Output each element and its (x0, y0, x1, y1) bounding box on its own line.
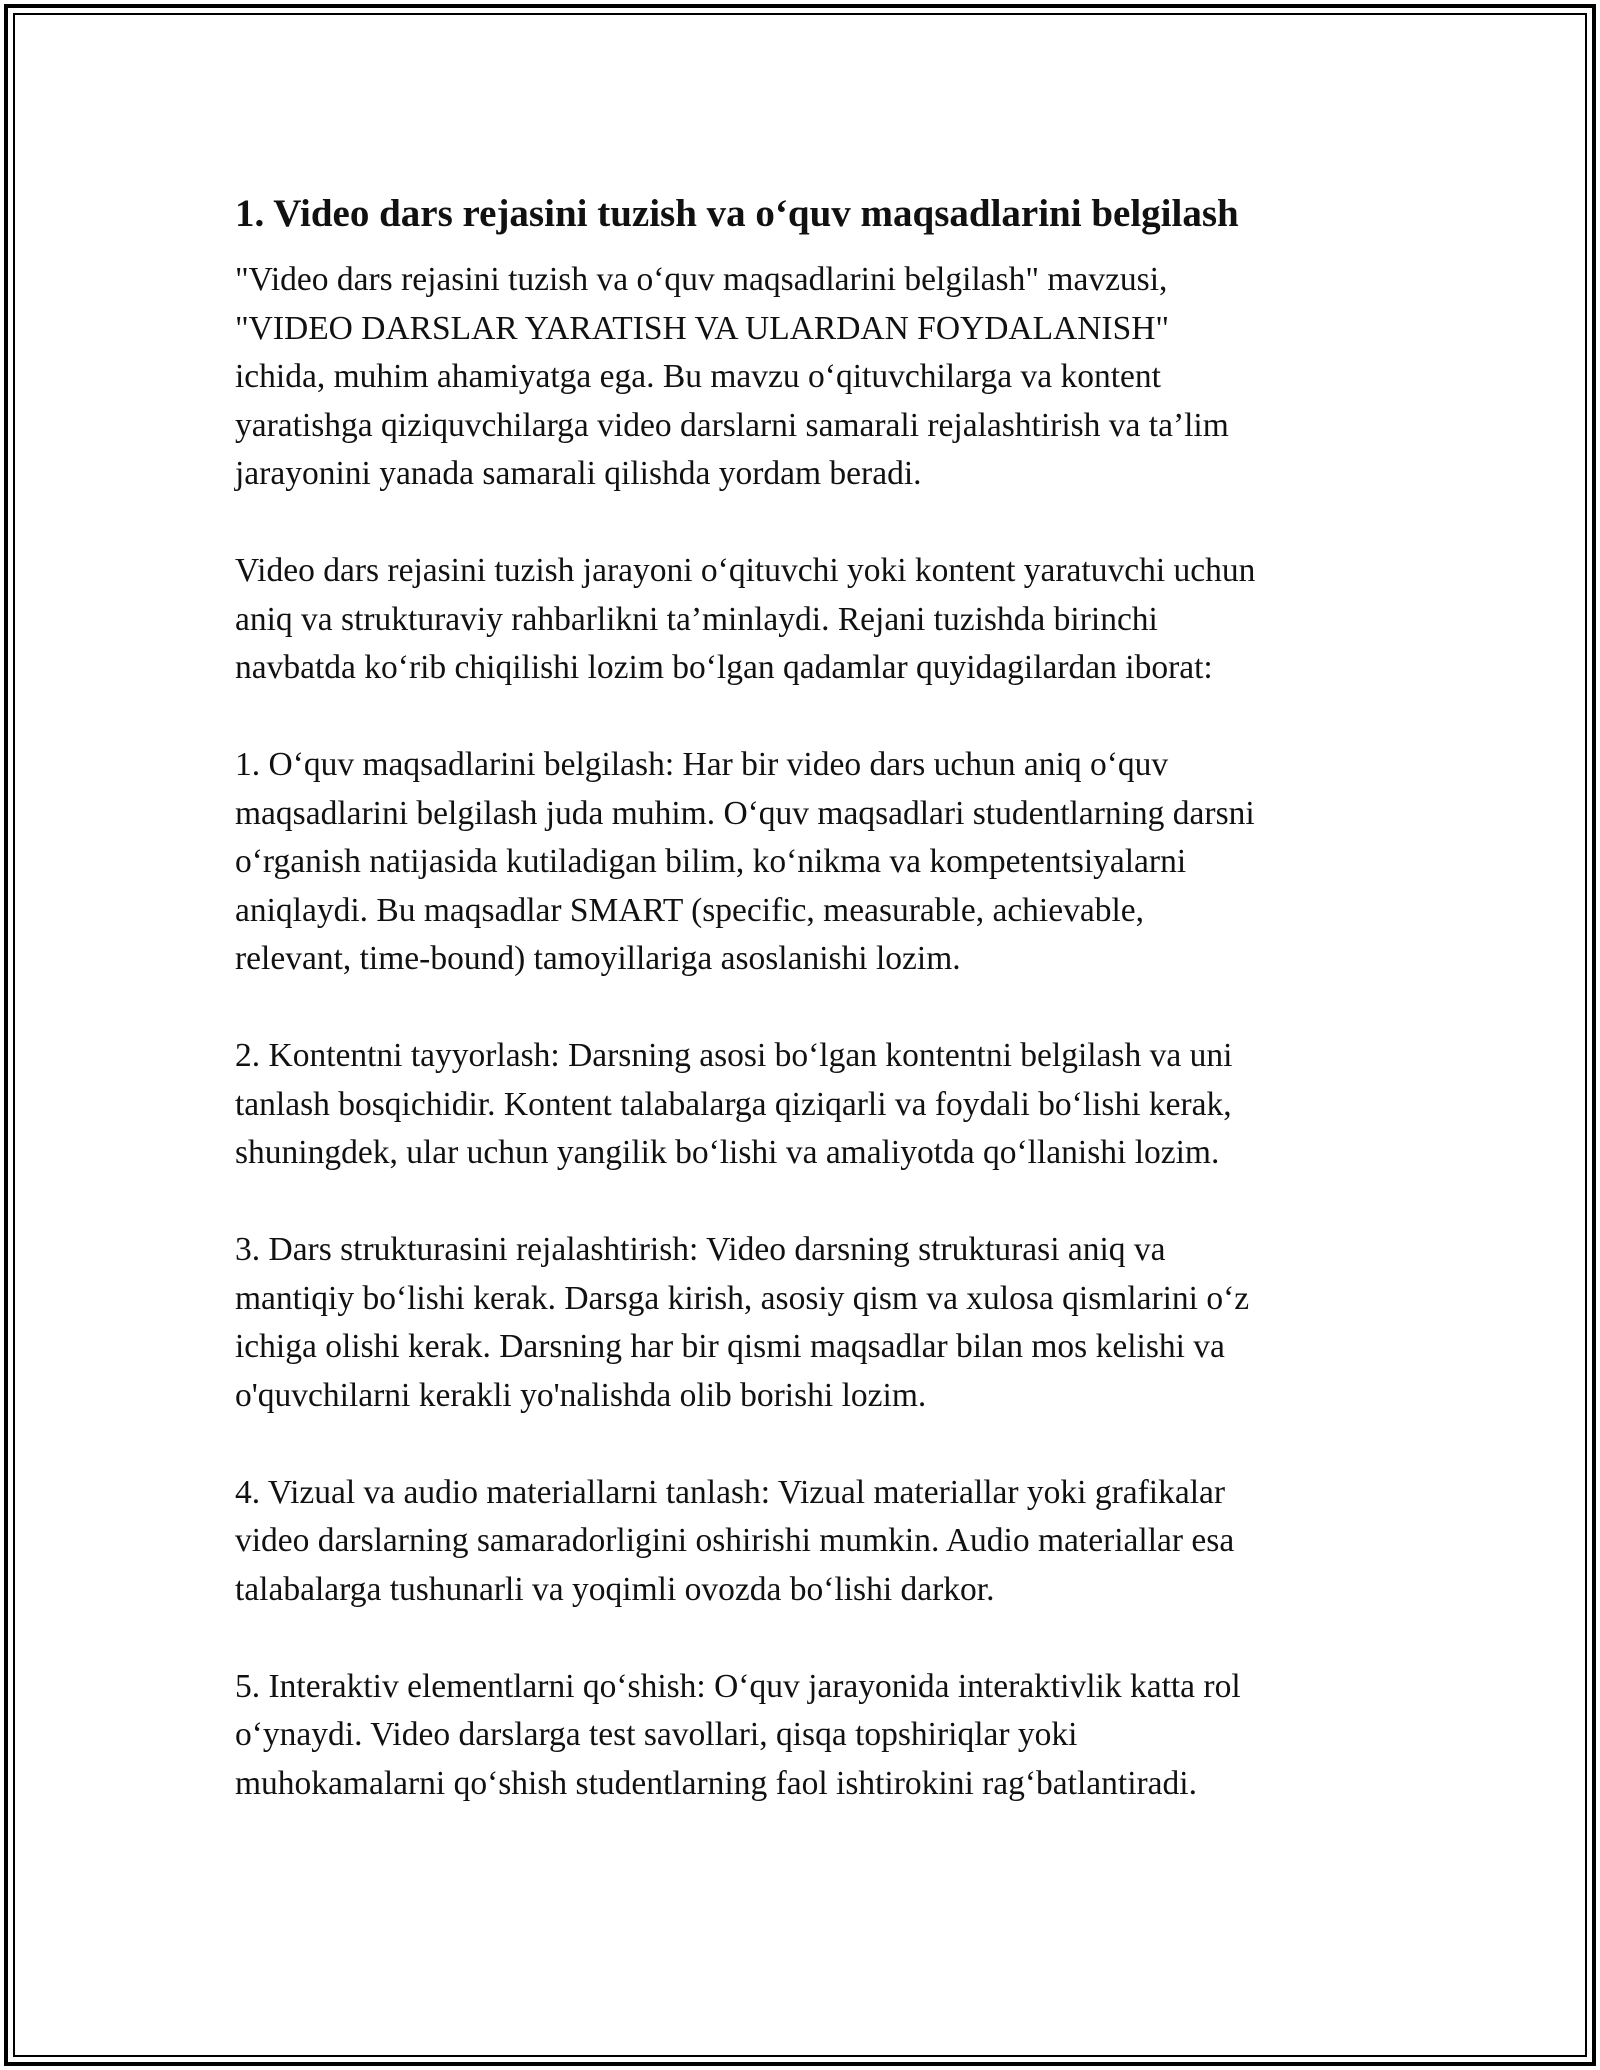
text-line: o'quvchilarni kerakli yo'nalishda olib borishi lozim. (235, 1376, 927, 1414)
text-line: "VIDEO DARSLAR YARATISH VA ULARDAN FOYDALANISH" (235, 309, 1170, 347)
document-body (235, 186, 1375, 1857)
text-line: o‘rganish natijasida kutiladigan bilim, ko‘nikma va kompetentsiyalarni (235, 843, 1187, 880)
text-line: relevant, time-bound) tamoyillariga asoslanishi lozim. (235, 940, 961, 977)
text-line: "Video dars rejasini tuzish va o‘quv maqsadlarini belgilash" mavzusi, (235, 261, 1168, 298)
text-line: talabalarga tushunarli va yoqimli ovozda bo‘lishi darkor. (235, 1570, 995, 1608)
text-line: Video dars rejasini tuzish jarayoni o‘qituvchi yoki kontent yaratuvchi uchun (235, 552, 1256, 589)
paragraph-step-2 (235, 1032, 1375, 1178)
paragraph-step-3 (235, 1226, 1375, 1420)
text-line: 3. Dars strukturasini rejalashtirish: Video darsning strukturasi aniq va (235, 1231, 1166, 1268)
text-line: aniq va strukturaviy rahbarlikni ta’minlaydi. Rejani tuzishda birinchi (235, 600, 1158, 638)
text-line: mantiqiy bo‘lishi kerak. Darsga kirish, asosiy qism va xulosa qismlarini o‘z (235, 1279, 1250, 1317)
text-line: aniqlaydi. Bu maqsadlar SMART (specific, measurable, achievable, (235, 891, 1145, 929)
text-line: o‘ynaydi. Video darslarga test savollari, qisqa topshiriqlar yoki (235, 1716, 1078, 1753)
paragraph-step-5 (235, 1663, 1375, 1809)
text-line: shuningdek, ular uchun yangilik bo‘lishi va amaliyotda qo‘llanishi lozim. (235, 1134, 1220, 1171)
text-line: ichida, muhim ahamiyatga ega. Bu mavzu o‘qituvchilarga va kontent (235, 358, 1161, 395)
text-line: yaratishga qiziquvchilarga video darslarni samarali rejalashtirish va ta’lim (235, 406, 1229, 444)
text-line: 2. Kontentni tayyorlash: Darsning asosi bo‘lgan kontentni belgilash va uni (235, 1037, 1233, 1074)
text-line: jarayonini yanada samarali qilishda yordam beradi. (235, 455, 922, 492)
text-line: 5. Interaktiv elementlarni qo‘shish: O‘quv jarayonida interaktivlik katta rol (235, 1667, 1241, 1705)
text-line: video darslarning samaradorligini oshirishi mumkin. Audio materiallar esa (235, 1522, 1235, 1559)
text-line: navbatda ko‘rib chiqilishi lozim bo‘lgan qadamlar quyidagilardan iborat: (235, 649, 1213, 686)
text-line: 1. O‘quv maqsadlarini belgilash: Har bir video dars uchun aniq o‘quv (235, 746, 1169, 783)
text-line: ichiga olishi kerak. Darsning har bir qismi maqsadlar bilan mos kelishi va (235, 1328, 1225, 1365)
paragraph-step-1 (235, 741, 1375, 984)
text-line: muhokamalarni qo‘shish studentlarning faol ishtirokini rag‘batlantiradi. (235, 1764, 1197, 1802)
text-line: tanlash bosqichidir. Kontent talabalarga qiziqarli va foydali bo‘lishi kerak, (235, 1085, 1232, 1123)
text-line: 4. Vizual va audio materiallarni tanlash: Vizual materiallar yoki grafikalar (235, 1473, 1226, 1511)
section-heading: 1. Video dars rejasini tuzish va o‘quv maqsadlarini belgilash (235, 192, 1239, 235)
paragraph-step-4 (235, 1469, 1375, 1615)
paragraph-intro (235, 256, 1375, 499)
text-line: maqsadlarini belgilash juda muhim. O‘quv maqsadlari studentlarning darsni (235, 794, 1255, 832)
paragraph-process (235, 547, 1375, 693)
